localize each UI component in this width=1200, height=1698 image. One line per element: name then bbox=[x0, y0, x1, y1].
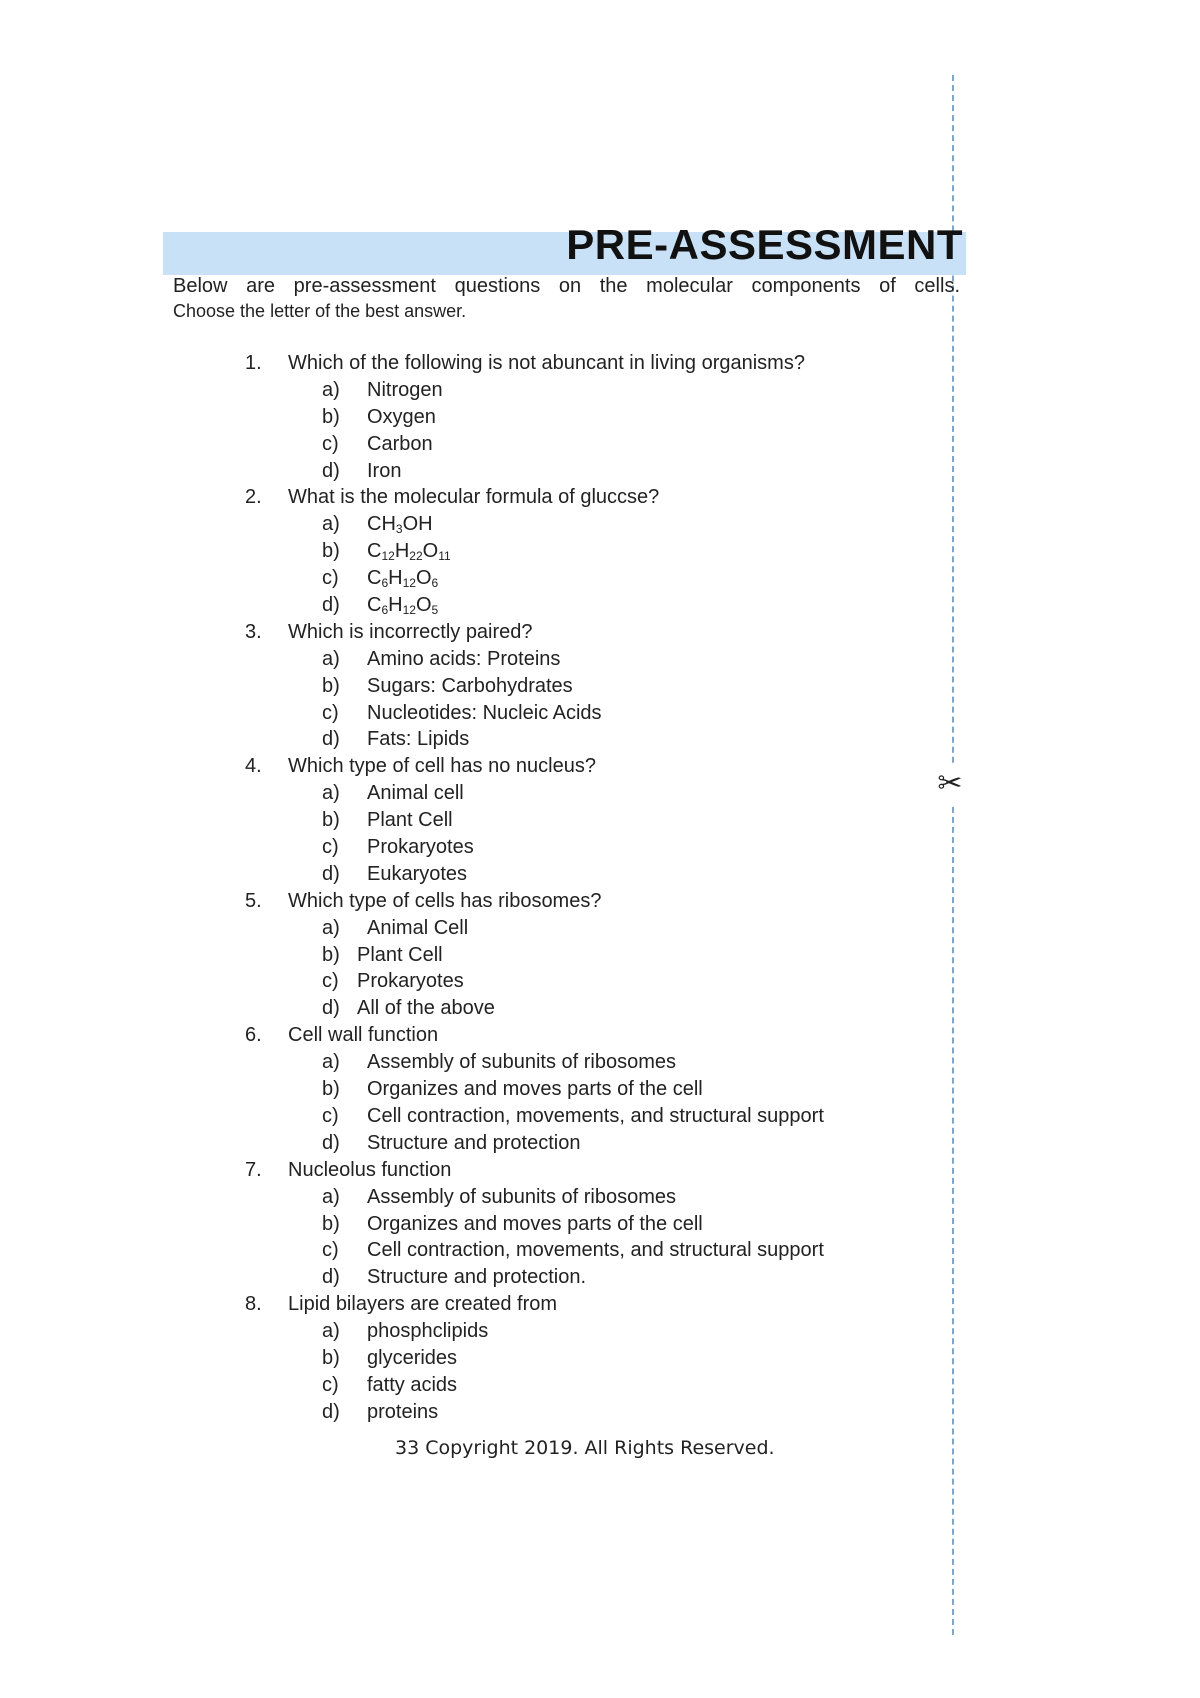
instructions-line-2: Choose the letter of the best answer. bbox=[173, 301, 467, 321]
option-letter: b) bbox=[322, 1212, 340, 1235]
question-number: 5. bbox=[245, 889, 262, 912]
option-letter: a) bbox=[322, 647, 340, 670]
option-text: Amino acids: Proteins bbox=[367, 647, 561, 670]
option-text: Animal cell bbox=[367, 782, 464, 805]
option-text: Plant Cell bbox=[357, 943, 443, 966]
option-letter: a) bbox=[322, 916, 340, 939]
instructions-line-1: Below are pre-assessment questions on the molecular components of cells. bbox=[173, 275, 960, 297]
answer-option bbox=[245, 700, 895, 727]
option-text: $C_{12}H_{22}O_{11}$ bbox=[367, 540, 451, 564]
option-letter: c) bbox=[322, 432, 339, 455]
option-text: All of the above bbox=[357, 997, 495, 1020]
page-title: PRE-ASSESSMENT bbox=[566, 221, 963, 268]
question-text: Which type of cells has ribosomes? bbox=[288, 889, 602, 912]
option-text: proteins bbox=[367, 1400, 439, 1423]
answer-option bbox=[245, 431, 895, 458]
answer-option bbox=[245, 1237, 895, 1264]
option-text: Cell contraction, movements, and structural support bbox=[367, 1239, 824, 1262]
option-text: $C_6H_{12}O_5$ bbox=[367, 594, 439, 618]
question-2 bbox=[245, 484, 895, 511]
page-footer: 33 Copyright 2019. All Rights Reserved. bbox=[395, 1437, 775, 1459]
option-letter: d) bbox=[322, 1266, 340, 1289]
option-letter: d) bbox=[322, 459, 340, 482]
option-letter: c) bbox=[322, 1373, 339, 1396]
option-letter: d) bbox=[322, 1131, 340, 1154]
option-text: Nucleotides: Nucleic Acids bbox=[367, 701, 602, 724]
answer-option bbox=[245, 726, 895, 753]
answer-option bbox=[245, 1211, 895, 1238]
option-letter: b) bbox=[322, 674, 340, 697]
answer-option bbox=[245, 404, 895, 431]
option-letter: d) bbox=[322, 728, 340, 751]
option-letter: c) bbox=[322, 1104, 339, 1127]
option-text: phosphclipids bbox=[367, 1320, 489, 1343]
question-text: Cell wall function bbox=[288, 1024, 439, 1047]
answer-option bbox=[245, 538, 895, 565]
option-text: Prokaryotes bbox=[357, 970, 464, 993]
option-text: Prokaryotes bbox=[367, 836, 474, 859]
answer-option bbox=[245, 1130, 895, 1157]
option-letter: b) bbox=[322, 1346, 340, 1369]
answer-option bbox=[245, 565, 895, 592]
answer-option bbox=[245, 915, 895, 942]
question-text: What is the molecular formula of gluccse? bbox=[288, 486, 660, 509]
question-number: 2. bbox=[245, 486, 262, 509]
question-list bbox=[245, 350, 895, 1426]
question-number: 8. bbox=[245, 1293, 262, 1316]
option-letter: b) bbox=[322, 809, 340, 832]
answer-option bbox=[245, 1184, 895, 1211]
option-letter: a) bbox=[322, 1185, 340, 1208]
answer-option bbox=[245, 377, 895, 404]
option-text: Iron bbox=[367, 459, 402, 482]
option-text: Cell contraction, movements, and structural support bbox=[367, 1104, 824, 1127]
answer-option bbox=[245, 861, 895, 888]
option-text: Sugars: Carbohydrates bbox=[367, 674, 573, 697]
answer-option bbox=[245, 646, 895, 673]
question-text: Lipid bilayers are created from bbox=[288, 1293, 558, 1316]
option-letter: d) bbox=[322, 1400, 340, 1423]
question-number: 1. bbox=[245, 352, 262, 374]
answer-option bbox=[245, 1318, 895, 1345]
option-text: Plant Cell bbox=[367, 809, 453, 832]
option-text: Organizes and moves parts of the cell bbox=[367, 1078, 703, 1101]
question-number: 7. bbox=[245, 1158, 262, 1181]
option-text: Oxygen bbox=[367, 405, 436, 428]
answer-option bbox=[245, 1049, 895, 1076]
answer-option bbox=[245, 592, 895, 619]
answer-option bbox=[245, 1372, 895, 1399]
option-text: fatty acids bbox=[367, 1373, 458, 1396]
option-letter: b) bbox=[322, 405, 340, 428]
option-letter: d) bbox=[322, 862, 340, 885]
answer-option bbox=[245, 834, 895, 861]
option-letter: a) bbox=[322, 513, 340, 536]
answer-option bbox=[245, 1264, 895, 1291]
question-4 bbox=[245, 753, 895, 780]
option-letter: b) bbox=[322, 1078, 340, 1101]
answer-option bbox=[245, 673, 895, 700]
option-letter: a) bbox=[322, 378, 340, 401]
option-text: Organizes and moves parts of the cell bbox=[367, 1212, 703, 1235]
option-letter: a) bbox=[322, 782, 340, 805]
answer-option bbox=[245, 942, 895, 969]
option-text: glycerides bbox=[367, 1346, 458, 1369]
answer-option bbox=[245, 1399, 895, 1426]
question-6 bbox=[245, 1022, 895, 1049]
question-text: Which is incorrectly paired? bbox=[288, 620, 533, 643]
question-text: Which type of cell has no nucleus? bbox=[288, 755, 596, 778]
option-text: $C_6H_{12}O_6$ bbox=[367, 567, 439, 591]
answer-option bbox=[245, 1345, 895, 1372]
question-8 bbox=[245, 1291, 895, 1318]
answer-option bbox=[245, 807, 895, 834]
answer-option bbox=[245, 458, 895, 485]
question-7 bbox=[245, 1157, 895, 1184]
option-text: Fats: Lipids bbox=[367, 728, 470, 751]
answer-option bbox=[245, 1103, 895, 1130]
option-text: Assembly of subunits of ribosomes bbox=[367, 1185, 677, 1208]
option-letter: b) bbox=[322, 540, 340, 563]
scissors-icon: ✂ bbox=[935, 764, 965, 804]
question-3 bbox=[245, 619, 895, 646]
option-text: Structure and protection. bbox=[367, 1266, 587, 1289]
instructions bbox=[173, 274, 960, 324]
option-text: Nitrogen bbox=[367, 378, 443, 401]
answer-option bbox=[245, 780, 895, 807]
question-text: Which of the following is not abuncant in living organisms? bbox=[288, 352, 805, 374]
option-text: Assembly of subunits of ribosomes bbox=[367, 1051, 677, 1074]
option-letter: c) bbox=[322, 970, 339, 993]
option-letter: c) bbox=[322, 836, 339, 859]
option-letter: d) bbox=[322, 594, 340, 617]
question-text: Nucleolus function bbox=[288, 1158, 452, 1181]
question-number: 6. bbox=[245, 1024, 262, 1047]
option-text: Eukaryotes bbox=[367, 862, 468, 885]
option-letter: c) bbox=[322, 1239, 339, 1262]
option-text: Structure and protection bbox=[367, 1131, 581, 1154]
option-letter: c) bbox=[322, 567, 339, 590]
option-letter: c) bbox=[322, 701, 339, 724]
option-text: Carbon bbox=[367, 432, 433, 455]
answer-option bbox=[245, 1076, 895, 1103]
question-5 bbox=[245, 888, 895, 915]
question-1 bbox=[245, 350, 895, 377]
answer-option bbox=[245, 995, 895, 1022]
question-number: 3. bbox=[245, 620, 262, 643]
option-letter: d) bbox=[322, 997, 340, 1020]
answer-option bbox=[245, 511, 895, 538]
option-letter: a) bbox=[322, 1320, 340, 1343]
question-number: 4. bbox=[245, 755, 262, 778]
option-text: $CH_3OH$ bbox=[367, 513, 433, 537]
option-text: Animal Cell bbox=[367, 916, 469, 939]
answer-option bbox=[245, 968, 895, 995]
option-letter: a) bbox=[322, 1051, 340, 1074]
option-letter: b) bbox=[322, 943, 340, 966]
